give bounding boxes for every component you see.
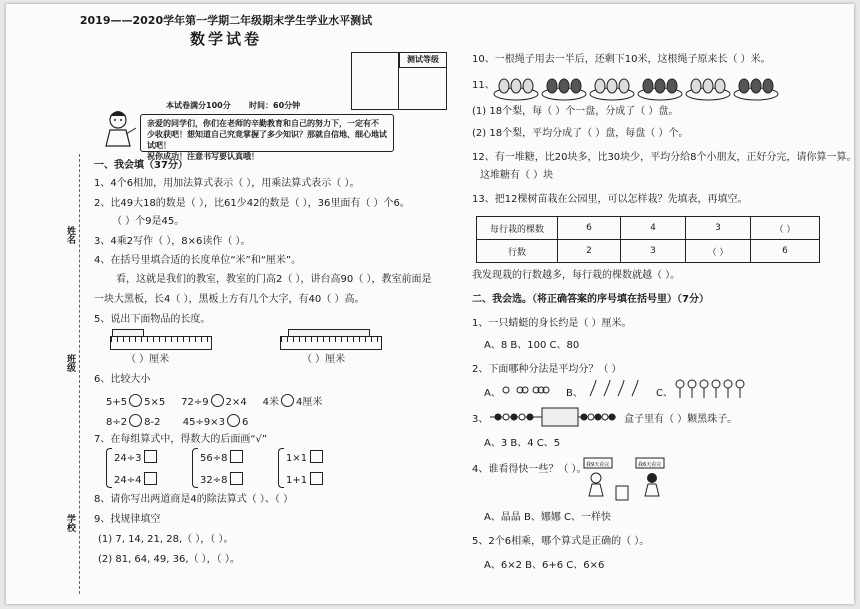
question-9: 9、找规律填空 (94, 514, 161, 525)
choice-2: 2、下面哪种分法是平均分？（ ） (472, 364, 622, 375)
name-label: 姓名 (65, 226, 75, 244)
grade-box (351, 52, 447, 110)
question-11: 11、 (472, 80, 495, 91)
ruler-1-answer: （ ）厘米 (126, 354, 170, 365)
score-info: 本试卷满分100分 (166, 101, 231, 110)
time-info: 时间：60分钟 (249, 101, 301, 110)
choice-4: 4、谁看得快一些？（ ）。 (472, 464, 587, 475)
question-9b: (2) 81, 64, 49, 36,（ ），（ ）。 (98, 554, 240, 565)
compare-row-2: 8÷2 8-2 45÷9×3 6 (106, 414, 248, 429)
question-4b: 一块大黑板，长4（ ），黑板上方有几个大字，有40（ ）高。 (94, 294, 365, 305)
section-2-title: 二、我会选。（将正确答案的序号填在括号里）（7分） (472, 294, 709, 305)
q7-item: 24÷4 (114, 472, 157, 487)
q7-item: 32÷8 (200, 472, 243, 487)
question-10: 10、一根绳子用去一半后，还剩下10米，这根绳子原来长（ ）米。 (472, 54, 771, 65)
question-3: 3、4乘2写作（ ），8×6读作（ ）。 (94, 236, 251, 247)
question-5: 5、说出下面物品的长度。 (94, 314, 211, 325)
question-12b: 这堆糖有（ ）块 (480, 170, 554, 181)
question-13c: 我发现栽的行数越多，每行栽的棵数就越（ ）。 (472, 270, 681, 281)
question-1: 1、4个6相加，用加法算式表示（ ），用乘法算式表示（ ）。 (94, 178, 360, 189)
question-2b: （ ）个9是45。 (112, 216, 185, 227)
question-2a: 2、比49大18的数是（ ），比61少42的数是（ ），36里面有（ ）个6。 (94, 198, 410, 209)
binding-line (79, 154, 80, 594)
choice-2-a: A、 (484, 388, 501, 399)
notice-line: 少收获吧！想知道自己究竟掌握了多少知识？那就自信地、细心地试试吧！ (147, 130, 387, 150)
choice-5-options: A、6×2 B、6+6 C、6×6 (484, 560, 605, 571)
school-label: 学校 (65, 514, 75, 532)
reading-kids-icon (578, 456, 678, 506)
bubble-text-1: 我9天看完 (586, 462, 610, 468)
q7-item: 1+1 (286, 472, 323, 487)
pear-plates-icon (492, 68, 782, 102)
section-1-title: 一、我会填（37分） (94, 160, 188, 171)
class-label: 班级 (65, 354, 75, 372)
table-row: 每行栽的棵数 6 4 3 （ ） (477, 217, 820, 240)
q7-item: 1×1 (286, 450, 323, 465)
choice-5: 5、2个6相乘，哪个算式是正确的（ ）。 (472, 536, 650, 547)
choice-3: 3、 (472, 414, 489, 425)
q7-item: 24÷3 (114, 450, 157, 465)
exam-subject: 数学试卷 (189, 30, 262, 48)
bubble-text-2: 我6天看完 (638, 462, 662, 468)
ruler-2 (280, 336, 382, 350)
choice-1: 1、一只蜻蜓的身长约是（ ）厘米。 (472, 318, 632, 329)
notice-box (140, 114, 394, 161)
grade-box-label: 测试等级 (399, 53, 446, 68)
question-8: 8、请你写出两道商是4的除法算式（ ）、（ ） (94, 494, 294, 505)
share-c-icon (674, 376, 754, 400)
ruler-1 (110, 336, 212, 350)
question-11a: (1) 18个梨，每（ ）个一盘，分成了（ ）盘。 (472, 106, 679, 117)
compare-row-1: 5+5 5×5 72÷9 2×4 4米 4厘米 (106, 394, 322, 409)
choice-1-options: A、8 B、100 C、80 (484, 340, 580, 351)
notice-line: 亲爱的同学们，你们在老师的辛勤教育和自己的努力下，一定有不 (147, 119, 379, 128)
question-13: 13、把12棵树苗栽在公园里，可以怎样栽？先填表，再填空。 (472, 194, 748, 205)
question-12a: 12、有一堆糖，比20块多，比30块少，平均分给8个小朋友，正好分完，请你算一算。 (472, 152, 857, 163)
q7-item: 56÷8 (200, 450, 243, 465)
student-cartoon-icon (98, 108, 140, 150)
choice-4-options: A、晶晶 B、娜娜 C、一样快 (484, 512, 612, 523)
share-b-icon (584, 376, 650, 400)
exam-title: 2019——2020学年第一学期二年级期末学生学业水平测试 (79, 14, 373, 27)
choice-3-text: 盒子里有（ ）颗黑珠子。 (624, 414, 738, 425)
ruler-2-answer: （ ）厘米 (302, 354, 346, 365)
table-row: 行数 2 3 （ ） 6 (477, 240, 820, 263)
question-4a: 看，这就是我们的教室，教室的门高2（ ），讲台高90（ ），教室前面是 (116, 274, 432, 285)
beads-box-icon (488, 406, 618, 428)
question-11b: (2) 18个梨，平均分成了（ ）盘，每盘（ ）个。 (472, 128, 689, 139)
tree-table (476, 216, 820, 263)
choice-2-c: C、 (656, 388, 673, 399)
share-a-icon (502, 376, 562, 400)
question-6: 6、比较大小 (94, 374, 151, 385)
question-9a: (1) 7, 14, 21, 28,（ ），（ ）。 (98, 534, 234, 545)
notice-line: 祝你成功！注意书写要认真哦！ (147, 152, 259, 161)
question-4: 4、在括号里填合适的长度单位“米”和“厘米”。 (94, 255, 302, 266)
question-7: 7、在每组算式中，得数大的后面画“√” (94, 434, 268, 445)
exam-sheet (6, 4, 857, 604)
choice-3-options: A、3 B、4 C、5 (484, 438, 561, 449)
choice-2-b: B、 (566, 388, 583, 399)
